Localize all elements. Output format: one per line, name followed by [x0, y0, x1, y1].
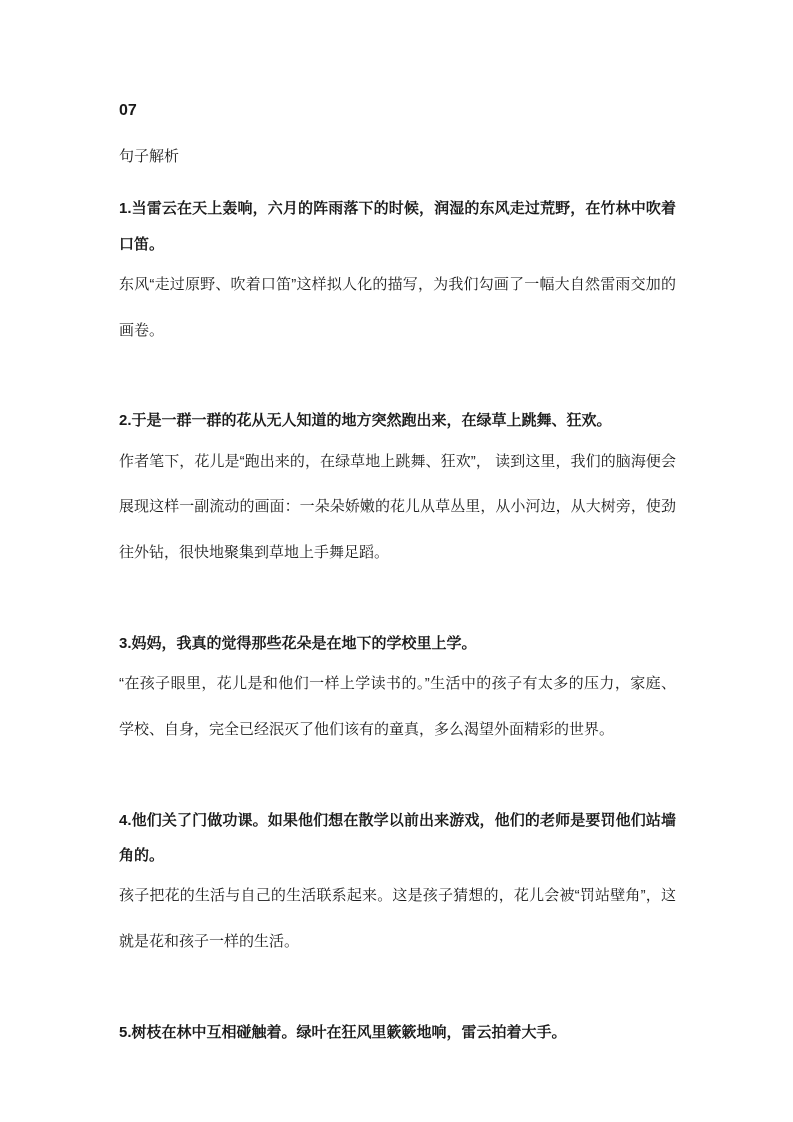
- sentence-heading: 2.于是一群一群的花从无人知道的地方突然跑出来，在绿草上跳舞、狂欢。: [119, 412, 612, 430]
- analysis-item-2: [119, 403, 676, 576]
- sentence-analysis: 东风“走过原野、吹着口笛”这样拟人化的描写，为我们勾画了一幅大自然雷雨交加的画卷。: [119, 275, 676, 339]
- analysis-item-5: [119, 1015, 676, 1050]
- analysis-item-1: [119, 191, 676, 353]
- sentence-analysis: 作者笔下，花儿是“跑出来的，在绿草地上跳舞、狂欢”， 读到这里，我们的脑海便会展现这样一副流动的画面：一朵朵娇嫩的花儿从草丛里，从小河边，从大树旁，使劲往外钻，很快地聚集到草地上手舞足蹈。: [119, 452, 676, 562]
- sentence-analysis: 孩子把花的生活与自己的生活联系起来。这是孩子猜想的，花儿会被“罚站壁角”，这就是花和孩子一样的生活。: [119, 887, 676, 950]
- sentence-heading: 5.树枝在林中互相碰触着。绿叶在狂风里簌簌地响，雷云拍着大手。: [119, 1023, 567, 1041]
- sentence-analysis: “在孩子眼里，花儿是和他们一样上学读书的。”生活中的孩子有太多的压力，家庭、学校、自身，完全已经泯灭了他们该有的童真，多么渴望外面精彩的世界。: [119, 675, 676, 738]
- analysis-item-3: [119, 626, 676, 753]
- sentence-heading: 3.妈妈，我真的觉得那些花朵是在地下的学校里上学。: [119, 634, 477, 652]
- sentence-heading: 4.他们关了门做功课。如果他们想在散学以前出来游戏，他们的老师是要罚他们站墙角的。: [119, 811, 676, 864]
- section-title: 句子解析: [119, 148, 180, 166]
- analysis-item-4: [119, 803, 676, 965]
- sentence-heading: 1.当雷云在天上轰响，六月的阵雨落下的时候，润湿的东风走过荒野，在竹林中吹着口笛。: [119, 200, 676, 253]
- page-number: 07: [119, 102, 137, 119]
